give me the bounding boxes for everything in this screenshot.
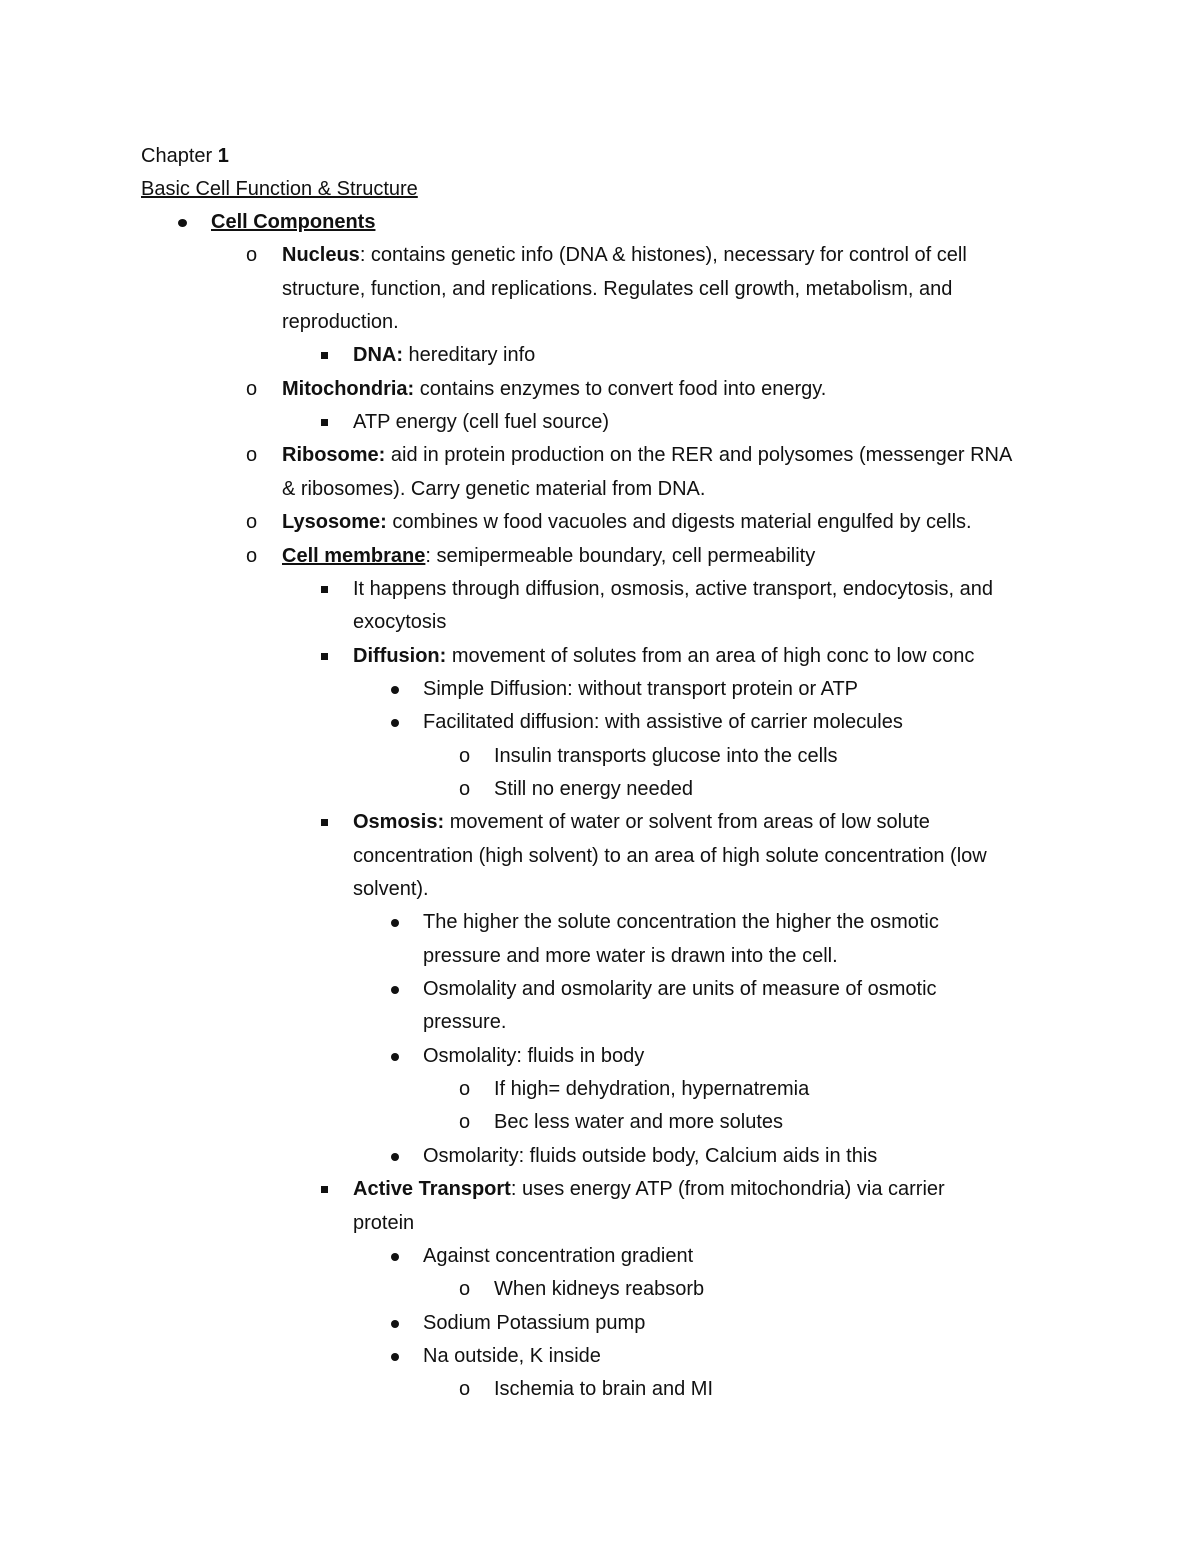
outline-item-text: Simple Diffusion: without transport protein or ATP <box>423 678 859 700</box>
outline-item-text: Osmolality: fluids in body <box>423 1045 645 1067</box>
dot-bullet-icon <box>391 1253 399 1261</box>
outline-item-text: pressure and more water is drawn into the cell. <box>423 945 838 967</box>
outline-item-text: concentration (high solvent) to an area of high solute concentration (low <box>353 845 987 867</box>
outline-item <box>353 339 535 372</box>
circle-bullet-icon: o <box>459 745 471 767</box>
outline-item-label: Diffusion: <box>353 645 447 667</box>
outline-item <box>353 640 974 673</box>
chapter-heading <box>141 140 229 173</box>
outline-item-text: Facilitated diffusion: with assistive of carrier molecules <box>423 711 903 733</box>
outline-item-text: Osmolarity: fluids outside body, Calcium aids in this <box>423 1145 878 1167</box>
outline-item-text: exocytosis <box>353 611 447 633</box>
dot-bullet-icon <box>391 1320 399 1328</box>
square-bullet-icon <box>321 819 328 826</box>
outline-item <box>494 1373 713 1406</box>
outline-item <box>494 773 693 806</box>
outline-item <box>282 439 1012 472</box>
outline-item-text: Ischemia to brain and MI <box>494 1378 713 1400</box>
dot-bullet-icon <box>391 1153 399 1161</box>
dot-bullet-icon <box>391 686 399 694</box>
outline-item-label: DNA: <box>353 344 403 366</box>
outline-item-text: : uses energy ATP (from mitochondria) via carrier <box>510 1178 945 1200</box>
outline-item-label: Ribosome: <box>282 444 386 466</box>
outline-item <box>423 906 939 939</box>
dot-bullet-icon <box>391 986 399 994</box>
outline-item <box>282 239 967 272</box>
outline-item <box>211 206 375 239</box>
square-bullet-icon <box>321 653 328 660</box>
outline-continuation <box>353 840 987 873</box>
outline-item <box>353 573 993 606</box>
circle-bullet-icon: o <box>459 1111 471 1133</box>
chapter-number: 1 <box>217 145 229 167</box>
dot-bullet-icon <box>391 919 399 927</box>
circle-bullet-icon: o <box>246 545 258 567</box>
dot-bullet-icon <box>178 219 187 227</box>
outline-item-text: Bec less water and more solutes <box>494 1111 784 1133</box>
outline-item-text: aid in protein production on the RER and polysomes (messenger RNA <box>385 444 1013 466</box>
outline-item <box>353 1173 945 1206</box>
dot-bullet-icon <box>391 1353 399 1361</box>
outline-item-text: movement of solutes from an area of high conc to low conc <box>446 645 975 667</box>
outline-item-text: structure, function, and replications. Regulates cell growth, metabolism, and <box>282 278 953 300</box>
outline-item-label: Osmosis: <box>353 811 445 833</box>
outline-item-text: & ribosomes). Carry genetic material from DNA. <box>282 478 706 500</box>
outline-item <box>494 1073 809 1106</box>
dot-bullet-icon <box>391 1053 399 1061</box>
outline-item <box>423 673 858 706</box>
outline-item <box>423 706 903 739</box>
outline-continuation <box>353 873 429 906</box>
outline-item-text: Insulin transports glucose into the cells <box>494 745 838 767</box>
outline-item <box>282 506 972 539</box>
outline-item-text: If high= dehydration, hypernatremia <box>494 1078 810 1100</box>
outline-item-text: The higher the solute concentration the higher the osmotic <box>423 911 939 933</box>
circle-bullet-icon: o <box>459 1078 471 1100</box>
outline-continuation <box>353 606 446 639</box>
outline-item-label: Active Transport <box>353 1178 511 1200</box>
outline-item-text: movement of water or solvent from areas of low solute <box>444 811 930 833</box>
outline-item-text: : contains genetic info (DNA & histones), necessary for control of cell <box>359 244 967 266</box>
square-bullet-icon <box>321 352 328 359</box>
square-bullet-icon <box>321 419 328 426</box>
outline-item-label: Lysosome: <box>282 511 387 533</box>
outline-item-label: Cell membrane <box>282 545 426 567</box>
outline-item <box>494 1106 783 1139</box>
circle-bullet-icon: o <box>246 378 258 400</box>
outline-continuation <box>423 1006 506 1039</box>
outline-item-text: : semipermeable boundary, cell permeability <box>425 545 816 567</box>
outline-item-text: combines w food vacuoles and digests material engulfed by cells. <box>386 511 972 533</box>
outline-item-text: Still no energy needed <box>494 778 694 800</box>
outline-item-label: Nucleus <box>282 244 360 266</box>
outline-item <box>282 540 815 573</box>
outline-item-text: contains enzymes to convert food into energy. <box>414 378 827 400</box>
circle-bullet-icon: o <box>459 1278 471 1300</box>
outline-item-label: Cell Components <box>211 211 376 233</box>
outline-item-text: Sodium Potassium pump <box>423 1312 646 1334</box>
circle-bullet-icon: o <box>246 444 258 466</box>
outline-item <box>494 1273 704 1306</box>
outline-item-text: hereditary info <box>403 344 536 366</box>
outline-item-text: Na outside, K inside <box>423 1345 601 1367</box>
outline-item-text: ATP energy (cell fuel source) <box>353 411 610 433</box>
circle-bullet-icon: o <box>246 244 258 266</box>
outline-item <box>353 406 609 439</box>
outline-item <box>282 373 826 406</box>
circle-bullet-icon: o <box>459 1378 471 1400</box>
outline-continuation <box>423 940 838 973</box>
outline-continuation <box>282 473 705 506</box>
outline-item-text: It happens through diffusion, osmosis, active transport, endocytosis, and <box>353 578 993 600</box>
outline-item-text: Against concentration gradient <box>423 1245 694 1267</box>
outline-item <box>423 1340 601 1373</box>
outline-item <box>423 1040 644 1073</box>
outline-item-text: protein <box>353 1212 415 1234</box>
document-title: Basic Cell Function & Structure <box>141 178 418 200</box>
outline-continuation <box>282 306 399 339</box>
outline-item-label: Mitochondria: <box>282 378 415 400</box>
outline-item <box>494 740 838 773</box>
outline-item-text: Osmolality and osmolarity are units of measure of osmotic <box>423 978 937 1000</box>
outline-item <box>423 1240 693 1273</box>
square-bullet-icon <box>321 586 328 593</box>
outline-item <box>423 1140 877 1173</box>
chapter-label: Chapter <box>141 145 213 167</box>
outline-item-text: reproduction. <box>282 311 399 333</box>
outline-continuation <box>353 1207 414 1240</box>
outline-item-text: pressure. <box>423 1011 507 1033</box>
circle-bullet-icon: o <box>459 778 471 800</box>
outline-item <box>423 1307 645 1340</box>
outline-item <box>423 973 937 1006</box>
outline-continuation <box>282 273 952 306</box>
square-bullet-icon <box>321 1186 328 1193</box>
outline-item-text: solvent). <box>353 878 429 900</box>
circle-bullet-icon: o <box>246 511 258 533</box>
dot-bullet-icon <box>391 719 399 727</box>
outline-item-text: When kidneys reabsorb <box>494 1278 705 1300</box>
outline-item <box>353 806 930 839</box>
